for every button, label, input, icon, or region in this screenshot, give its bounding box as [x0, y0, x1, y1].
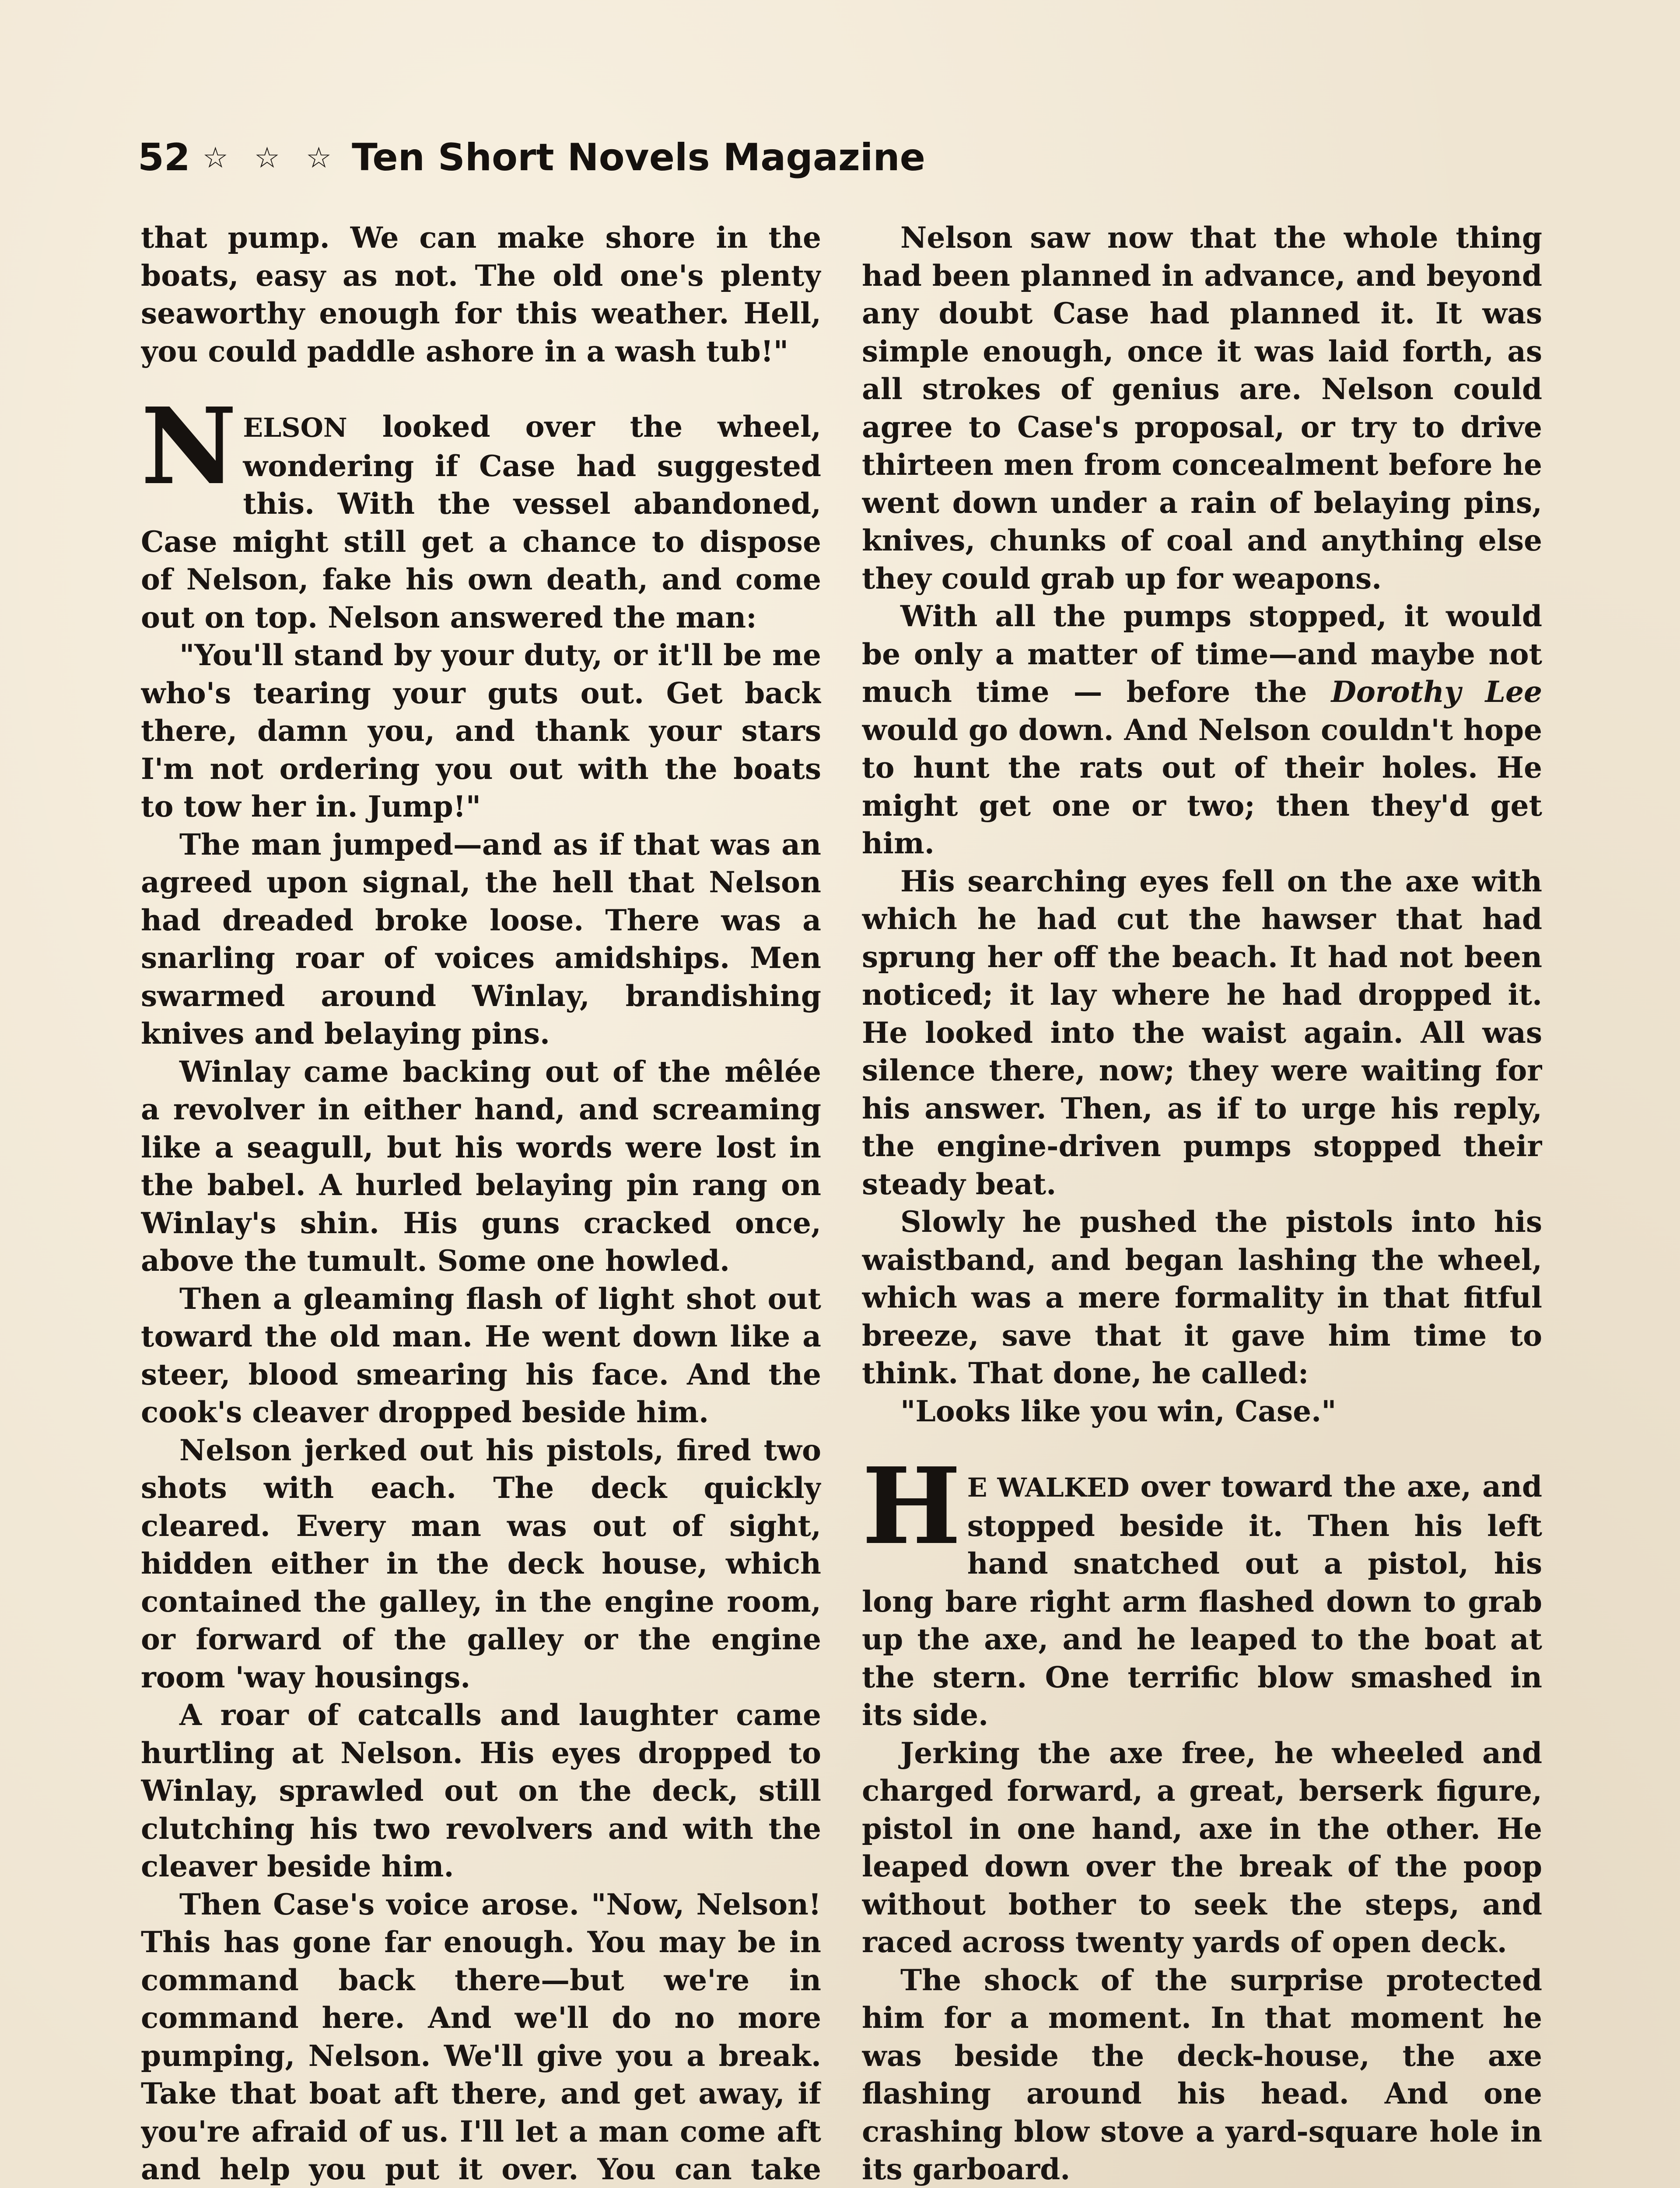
paragraph-text: would go down. And Nelson couldn't hope to hunt the rats out of their holes. He might get one or two; then they'd get him.: [862, 712, 1542, 860]
page-number: 52: [138, 136, 190, 179]
paragraph: Slowly he pushed the pistols into his waistband, and began lashing the wheel, which was a mere formality in that fitful breeze, save that it gave him time to think. That done, he called:: [862, 1205, 1542, 1390]
magazine-title: Ten Short Novels Magazine: [352, 136, 925, 179]
ship-name: Dorothy Lee: [1331, 675, 1542, 709]
paragraph: "You'll stand by your duty, or it'll be me who's tearing your guts out. Get back there, damn you, and thank your stars I'm not ordering you out with the boats to tow her in. Jump!": [141, 638, 821, 824]
paragraph-text: looked over the wheel, wondering if Case had suggested this. With the vessel abandoned, Case might still get a chance to dispose of Nelson, fake his own death, and come out on top. Nelson answered the man:: [141, 410, 821, 635]
left-column: [141, 219, 821, 2188]
paragraph: The shock of the surprise protected him for a moment. In that moment he was beside the deck-house, the axe flashing around his head. And one crashing blow stove a yard-square hole in its garboard.: [862, 1963, 1542, 2186]
paragraph-dropcap: [141, 385, 821, 636]
right-column: [862, 219, 1542, 2188]
paragraph: that pump. We can make shore in the boats, easy as not. The old one's plenty seaworthy enough for this weather. Hell, you could paddle ashore in a wash tub!": [141, 221, 821, 368]
paragraph: Winlay came backing out of the mêlée a revolver in either hand, and screaming like a seagull, but his words were lost in the babel. A hurled belaying pin rang on Winlay's shin. His guns cracked once, above the tumult. Some one howled.: [141, 1054, 821, 1278]
page-header: [138, 127, 925, 188]
paragraph-text: over toward the axe, and stopped beside it. Then his left hand snatched out a pistol, his long bare right arm flashed down to grab up the axe, and he leaped to the boat at the stern. One terrific blow smashed in its side.: [862, 1469, 1542, 1732]
lead-in-caps: ELSON: [243, 413, 347, 443]
paragraph: [862, 597, 1542, 863]
paragraph: "Looks like you win, Case.": [900, 1394, 1337, 1428]
star-ornaments: ☆ ☆ ☆: [202, 140, 340, 175]
paragraph: Then a gleaming flash of light shot out toward the old man. He went down like a steer, blood smearing his face. And the cook's cleaver dropped beside him.: [141, 1281, 821, 1429]
paragraph-dropcap: [862, 1445, 1542, 1734]
paragraph: A roar of catcalls and laughter came hurtling at Nelson. His eyes dropped to Winlay, sprawled out on the deck, still clutching his two revolvers and with the cleaver beside him.: [141, 1698, 821, 1883]
paragraph-text: With all the pumps stopped, it would be only a matter of time—and maybe not much time — before the: [862, 599, 1542, 709]
lead-in-caps: E WALKED: [967, 1473, 1130, 1503]
paragraph: His searching eyes fell on the axe with which he had cut the hawser that had sprung her off the beach. It had not been noticed; it lay where he had dropped it. He looked into the waist again. All was silence there, now; they were waiting for his answer. Then, as if to urge his reply, the engine-driven pumps stopped their steady beat.: [862, 864, 1542, 1201]
paragraph: Nelson jerked out his pistols, fired two shots with each. The deck quickly cleared. Every man was out of sight, hidden either in the deck house, which contained the galley, in the engine room, or forward of the galley or the engine room 'way housings.: [141, 1433, 821, 1694]
drop-cap: H: [862, 1445, 961, 1568]
paragraph: Jerking the axe free, he wheeled and charged forward, a great, berserk figure, pistol in one hand, axe in the other. He leaped down over the break of the poop without bother to seek the steps, and raced across twenty yards of open deck.: [862, 1736, 1542, 1959]
drop-cap: N: [141, 385, 237, 508]
paragraph: The man jumped—and as if that was an agreed upon signal, the hell that Nelson had dreaded broke loose. There was a snarling roar of voices amidships. Men swarmed around Winlay, brandishing knives and belaying pins.: [141, 827, 821, 1051]
paragraph: Then Case's voice arose. "Now, Nelson! This has gone far enough. You may be in command back there—but we're in command here. And we'll do no more pumping, Nelson. We'll give you a break. Take that boat aft there, and get away, if you're afraid of us. I'll let a man come aft and help you put it over. You can take: [141, 1887, 821, 2186]
paragraph: Nelson saw now that the whole thing had been planned in advance, and beyond any doubt Case had planned it. It was simple enough, once it was laid forth, as all strokes of genius are. Nelson could agree to Case's proposal, or try to drive thirteen men from concealment before he went down under a rain of belaying pins, knives, chunks of coal and anything else they could grab up for weapons.: [862, 221, 1542, 596]
